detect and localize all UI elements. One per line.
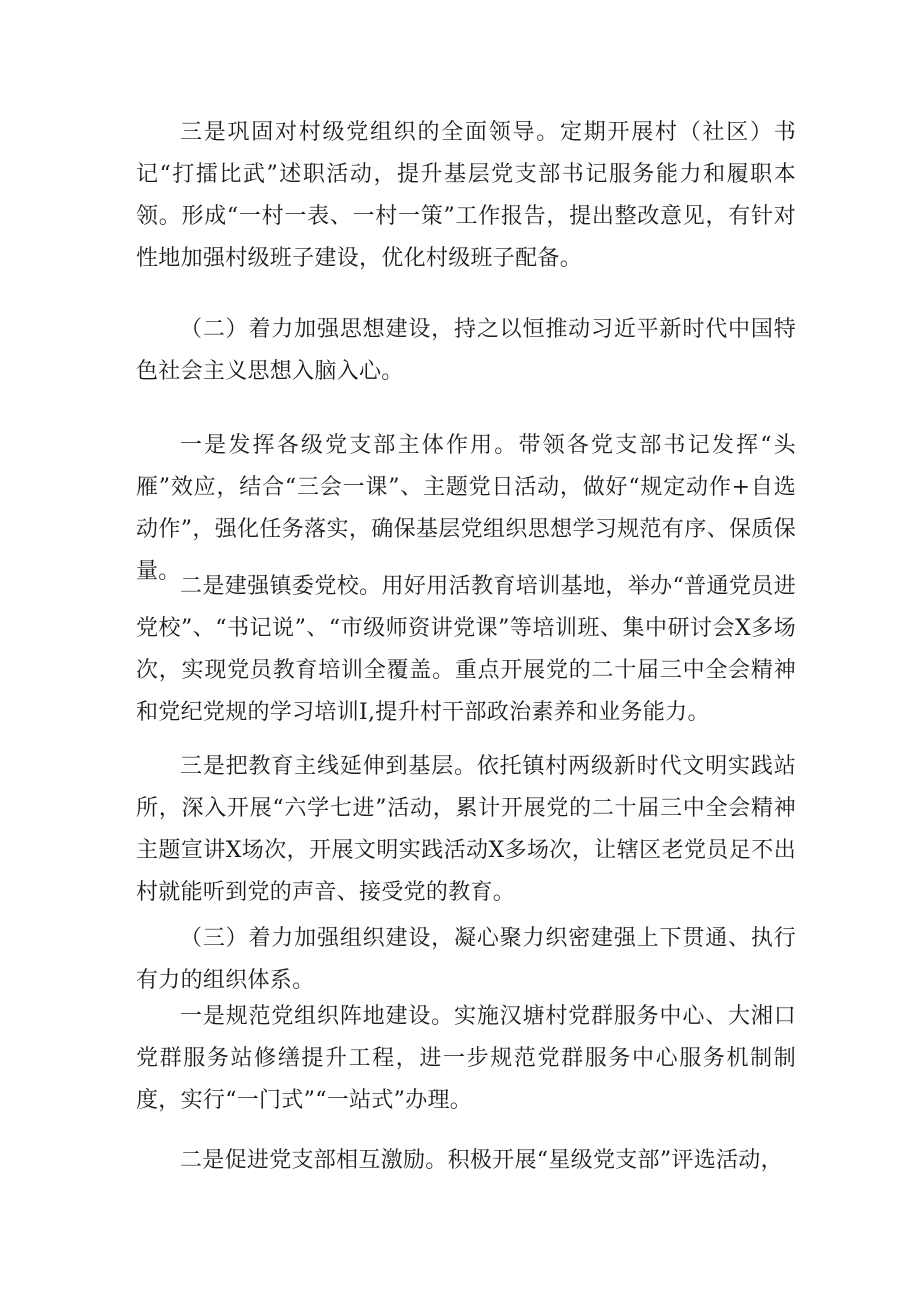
section-heading-ideology: （二）着力加强思想建设，持之以恒推动习近平新时代中国特色社会主义思想入脑入心。	[136, 317, 796, 384]
paragraph-village-leadership: 三是巩固对村级党组织的全面领导。定期开展村（社区）书记“打擂比武”述职活动，提升基层党支部书记服务能力和履职本领。形成“一村一表、一村一策”工作报告，提出整改意见，有针对性地加强村级班子建设，优化村级班子配备。	[136, 120, 796, 271]
paragraph-party-school: 二是建强镇委党校。用好用活教育培训基地，举办“普通党员进党校”、“书记说”、“市级师资讲党课”等培训班、集中研讨会X多场次，实现党员教育培训全覆盖。重点开展党的二十届三中全会精神和党纪党规的学习培训I,提升村干部政治素养和业务能力。	[136, 574, 796, 725]
paragraph-grassroots-education: 三是把教育主线延伸到基层。依托镇村两级新时代文明实践站所，深入开展“六学七进”活动，累计开展党的二十届三中全会精神主题宣讲X场次，开展文明实践活动X多场次，让辖区老党员足不出村就能听到党的声音、接受党的教育。	[136, 754, 796, 905]
section-heading-organization: （三）着力加强组织建设，凝心聚力织密建强上下贯通、执行有力的组织体系。	[136, 926, 796, 993]
paragraph-branch-role: 一是发挥各级党支部主体作用。带领各党支部书记发挥“头雁”效应，结合“三会一课”、主题党日活动，做好“规定动作+自选动作”，强化任务落实，确保基层党组织思想学习规范有序、保质保量。	[136, 433, 796, 584]
paragraph-positions: 一是规范党组织阵地建设。实施汉塘村党群服务中心、大湘口党群服务站修缮提升工程，进一步规范党群服务中心服务机制制度，实行“一门式”“一站式”办理。	[136, 1004, 796, 1113]
paragraph-mutual-incentive: 二是促进党支部相互激励。积极开展“星级党支部”评选活动，	[180, 1148, 783, 1173]
